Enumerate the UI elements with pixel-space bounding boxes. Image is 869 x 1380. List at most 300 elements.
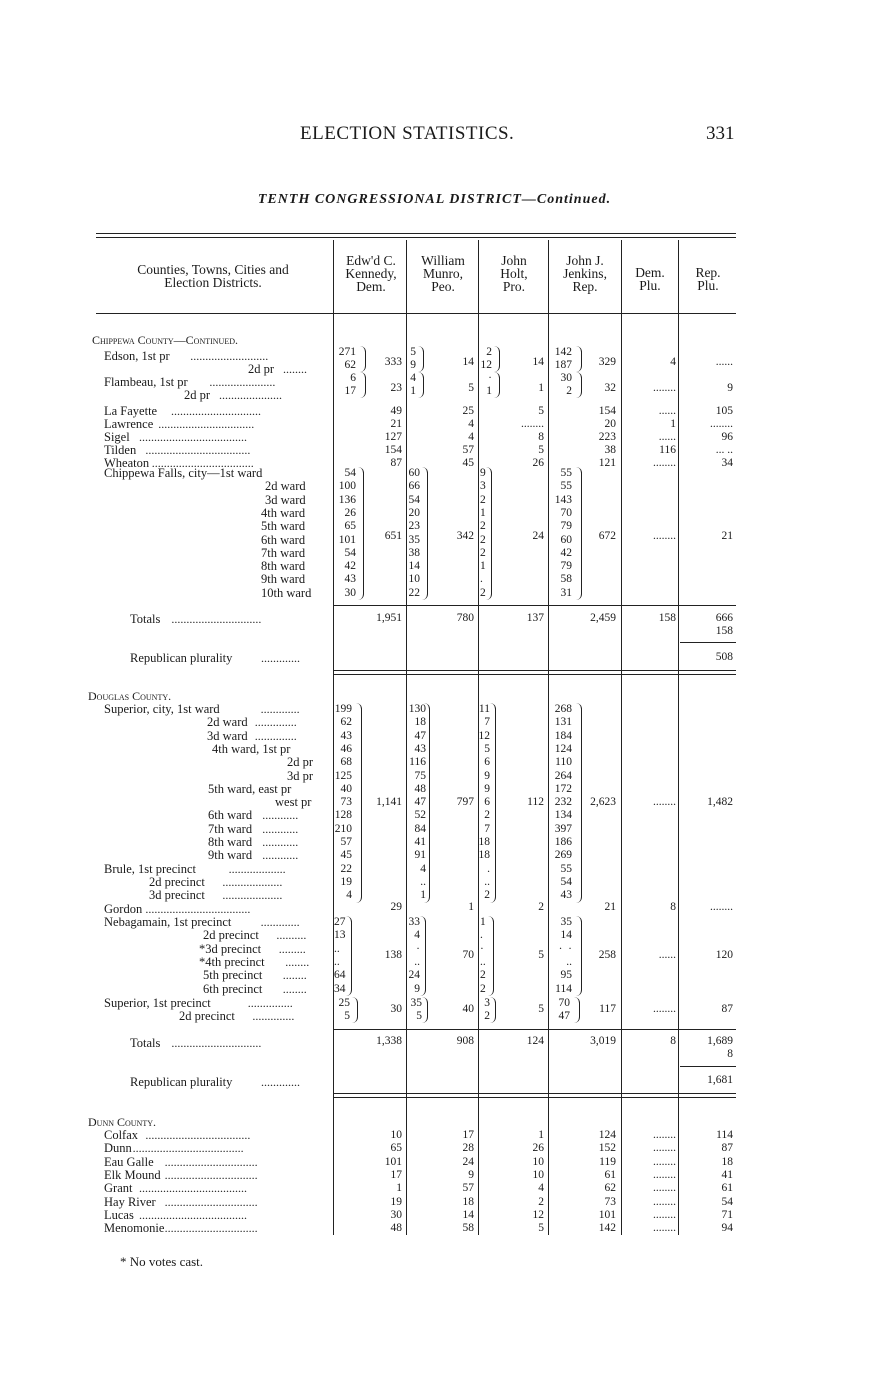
sum-rule <box>333 605 736 606</box>
cell-jenkins: 30 <box>560 372 572 384</box>
cell-jenkins: 269 <box>554 849 572 862</box>
total-kennedy: 17 <box>390 1168 402 1181</box>
total-holt: 8 <box>538 431 544 443</box>
row-label: Eau Galle <box>104 1154 154 1169</box>
dem-plurality: ........ <box>653 1003 676 1015</box>
total-kennedy: 49 <box>390 405 402 417</box>
section-rule <box>333 1097 736 1098</box>
dem-plurality: ........ <box>653 1195 676 1208</box>
total-munro: 70 <box>462 949 474 962</box>
cell-jenkins: 397 <box>554 822 572 835</box>
cell-kennedy: 34 <box>334 982 346 995</box>
cell-kennedy: 65 <box>344 520 356 533</box>
cell-munro: 5 <box>410 346 416 358</box>
rep-plurality: 114 <box>716 1129 733 1141</box>
cell-kennedy: .. <box>334 955 340 968</box>
total-kennedy: 154 <box>384 444 402 456</box>
leader-dots: ............................... <box>164 1221 258 1236</box>
total-holt: 10 <box>532 1168 544 1181</box>
total-holt: 2 <box>538 901 544 913</box>
column-header-c3: Pro. <box>502 279 526 294</box>
cell-holt: 2 <box>484 1010 490 1023</box>
total-kennedy: 1,141 <box>376 796 402 809</box>
row-label: 6th precinct <box>203 981 263 996</box>
cell-jenkins: 172 <box>554 782 572 795</box>
cell-munro: 60 <box>408 467 420 479</box>
dem-plurality: ........ <box>653 382 676 394</box>
row-label: Lucas <box>104 1207 134 1222</box>
total-munro: 17 <box>462 1129 474 1141</box>
cell-munro: · <box>416 942 420 955</box>
total-jenkins: 117 <box>599 1003 616 1015</box>
rep-plurality: 96 <box>721 431 733 443</box>
total-holt: ........ <box>521 418 544 430</box>
cell-munro: 38 <box>408 546 420 559</box>
total-jenkins: 32 <box>604 382 616 394</box>
cell-jenkins: 70 <box>558 997 570 1009</box>
cell-jenkins: 55 <box>560 480 572 493</box>
leader-dots: .................................... <box>139 1207 247 1222</box>
cell-munro: 33 <box>408 916 420 928</box>
cell-munro: .. <box>414 955 420 968</box>
cell-jenkins: 268 <box>554 703 572 715</box>
total-munro: 40 <box>462 1003 474 1015</box>
row-label: Superior, city, 1st ward <box>104 702 220 716</box>
total-munro: 18 <box>462 1195 474 1208</box>
total-munro: 4 <box>468 431 474 443</box>
row-label: 5th precinct <box>203 968 263 983</box>
leader-dots: .................... <box>222 874 283 889</box>
cell-holt: 12 <box>480 359 492 371</box>
rep-plurality: 120 <box>715 949 733 962</box>
cell-kennedy: 57 <box>340 836 352 848</box>
leader-dots: ........ <box>282 981 307 996</box>
row-label: La Fayette <box>104 404 158 418</box>
cell-munro: 4 <box>414 929 420 942</box>
rule-top <box>96 233 736 234</box>
cell-jenkins: 131 <box>554 716 572 729</box>
running-head-title: ELECTION STATISTICS. <box>300 123 515 144</box>
cell-holt: 3 <box>480 480 486 493</box>
total-jenkins: 124 <box>598 1129 616 1141</box>
cell-holt: 2 <box>480 546 486 559</box>
total-jenkins: 20 <box>604 418 616 430</box>
total-holt: 12 <box>532 1208 544 1221</box>
cell-munro: 9 <box>414 982 420 995</box>
leader-dots: .................................... <box>139 1181 247 1196</box>
row-label: 3d pr <box>287 768 314 783</box>
row-label: 9th ward <box>208 848 253 863</box>
cell-holt: 2 <box>480 586 486 599</box>
total-kennedy: 30 <box>390 1003 402 1015</box>
total-munro: 342 <box>456 529 474 542</box>
total-jenkins: 142 <box>598 1222 616 1235</box>
rep-plurality: ... .. <box>715 444 733 456</box>
rep-plurality: 94 <box>721 1222 733 1235</box>
section-rule <box>333 1093 736 1094</box>
leader-dots: .............................. <box>171 404 261 418</box>
cell-kennedy: 64 <box>334 969 346 982</box>
cell-jenkins: 70 <box>560 506 572 519</box>
cell-holt: 18 <box>478 849 490 862</box>
cell-kennedy: 45 <box>340 849 352 862</box>
cell-kennedy: 19 <box>340 875 352 888</box>
totals-label: Totals <box>130 612 161 626</box>
cell-kennedy: 5 <box>344 1010 350 1023</box>
cell-jenkins: 184 <box>554 729 572 742</box>
cell-holt: 5 <box>484 742 490 755</box>
cell-kennedy: 42 <box>344 560 356 573</box>
column-header-c6: Plu. <box>697 278 719 293</box>
cell-jenkins: 79 <box>560 520 572 533</box>
dem-plurality: ........ <box>653 529 676 542</box>
rep-plurality: 87 <box>721 1142 733 1155</box>
cell-holt: 11 <box>478 703 490 715</box>
dem-plurality: 1 <box>670 418 676 430</box>
total-holt: 4 <box>538 1182 544 1195</box>
grand-rep-plurality-sub: 8 <box>727 1048 733 1060</box>
rep-plurality: ........ <box>710 418 733 430</box>
row-label: *4th precinct <box>199 954 265 969</box>
row-label: 9th ward <box>261 572 306 587</box>
cell-jenkins: 14 <box>560 929 572 942</box>
row-label: 2d pr <box>248 362 275 376</box>
county-heading-dunn: Dunn County. <box>88 1115 156 1129</box>
cell-kennedy: 43 <box>344 573 356 586</box>
row-label: 7th ward <box>208 821 253 836</box>
republican-plurality: 508 <box>715 651 733 663</box>
cell-munro: 20 <box>408 506 420 519</box>
rep-plurality: ........ <box>710 901 733 913</box>
leader-dots: ............................... <box>164 1167 258 1182</box>
cell-jenkins: 43 <box>560 889 572 902</box>
row-label: 6th ward <box>208 808 253 823</box>
cell-holt: 2 <box>480 520 486 533</box>
cell-jenkins: 54 <box>560 875 572 888</box>
row-label: Flambeau, 1st pr <box>104 375 188 389</box>
leader-dots: ................................ <box>158 417 255 431</box>
cell-kennedy: .. <box>334 942 340 955</box>
cell-kennedy: 4 <box>346 889 352 902</box>
cell-munro: 23 <box>408 520 420 533</box>
cell-munro: 41 <box>414 836 426 848</box>
cell-jenkins: 31 <box>560 586 572 599</box>
leader-dots: .......................... <box>190 349 269 363</box>
cell-munro: 130 <box>408 703 426 715</box>
row-label: Menomonie <box>104 1221 165 1236</box>
dem-plurality: ........ <box>653 1168 676 1181</box>
total-holt: 5 <box>538 405 544 417</box>
cell-holt: 9 <box>480 467 486 479</box>
row-label: 2d ward <box>265 479 306 494</box>
footnote: * No votes cast. <box>120 1254 204 1269</box>
total-kennedy: 651 <box>384 529 402 542</box>
grand-dem-plurality: 8 <box>670 1035 676 1047</box>
sum-rule <box>333 1029 736 1030</box>
leader-dots: .......... <box>276 928 307 943</box>
total-holt: 10 <box>532 1155 544 1168</box>
column-header-c5: Plu. <box>639 278 661 293</box>
leader-dots: ...................... <box>209 375 276 389</box>
cell-kennedy: 6 <box>350 372 356 384</box>
total-kennedy: 1 <box>396 1182 402 1195</box>
column-header-c3: John <box>501 253 527 268</box>
grand-dem-plurality: 158 <box>658 612 676 624</box>
total-jenkins: 152 <box>598 1142 616 1155</box>
dem-plurality: ........ <box>653 1129 676 1141</box>
total-jenkins: 672 <box>598 529 616 542</box>
row-label: Grant <box>104 1181 133 1196</box>
row-label: Superior, 1st precinct <box>104 996 211 1010</box>
column-header-c3: Holt, <box>500 266 528 281</box>
leader-dots: ............................... <box>164 1154 258 1169</box>
rep-plurality: 41 <box>721 1168 733 1181</box>
row-label: 2d precinct <box>149 874 205 889</box>
cell-munro: 43 <box>414 742 426 755</box>
total-holt: 5 <box>538 444 544 456</box>
column-header-c2: Peo. <box>431 279 455 294</box>
cell-munro: .. <box>420 875 426 888</box>
rep-plurality: ...... <box>715 356 733 368</box>
column-header-c4: John J. <box>566 253 604 268</box>
cell-jenkins: 35 <box>560 916 572 928</box>
row-label: 3d ward <box>207 728 248 743</box>
sum-rule <box>680 642 736 643</box>
cell-jenkins: 186 <box>554 836 572 848</box>
column-header-c1: Edw'd C. <box>346 253 396 268</box>
cell-jenkins: .. <box>566 955 572 968</box>
grand-total-kennedy: 1,338 <box>376 1035 402 1047</box>
row-label: Colfax <box>104 1128 139 1142</box>
cell-holt: 2 <box>480 533 486 546</box>
county-heading-douglas: Douglas County. <box>88 689 172 703</box>
total-munro: 14 <box>462 356 474 368</box>
dem-plurality: ...... <box>658 405 676 417</box>
cell-holt: · <box>488 372 492 384</box>
cell-munro: 14 <box>408 560 420 573</box>
cell-jenkins: 42 <box>560 546 572 559</box>
rep-plurality: 1,482 <box>707 796 733 809</box>
row-label: 2d pr <box>184 388 211 402</box>
leader-dots: ................................... <box>145 443 251 457</box>
column-header-c2: William <box>421 253 465 268</box>
cell-munro: 35 <box>410 997 422 1009</box>
cell-munro: 22 <box>408 586 420 599</box>
row-label: Nebagamain, 1st precinct <box>104 915 232 929</box>
total-holt: 26 <box>532 1142 544 1155</box>
cell-kennedy: 54 <box>344 467 356 479</box>
leader-dots: .............................. <box>171 612 262 626</box>
sum-rule <box>680 1066 736 1067</box>
column-header-place: Election Districts. <box>164 275 262 290</box>
cell-holt: 6 <box>484 796 490 809</box>
total-kennedy: 101 <box>384 1155 402 1168</box>
cell-holt: 2 <box>486 346 492 358</box>
total-jenkins: 258 <box>598 949 616 962</box>
grand-total-jenkins: 2,459 <box>590 612 616 624</box>
dem-plurality: ........ <box>653 1208 676 1221</box>
rep-plurality: 87 <box>721 1003 733 1015</box>
cell-munro: 75 <box>414 769 426 782</box>
row-label: 4th ward, 1st pr <box>212 741 291 756</box>
cell-jenkins: · · <box>558 942 572 955</box>
cell-holt: 7 <box>484 822 490 835</box>
cell-jenkins: 114 <box>555 982 572 995</box>
total-jenkins: 329 <box>598 356 616 368</box>
total-holt: 5 <box>538 1222 544 1235</box>
leader-dots: .............. <box>254 728 297 743</box>
row-label: Wheaton <box>104 456 150 470</box>
rep-plurality: 61 <box>721 1182 733 1195</box>
rep-plurality: 54 <box>721 1195 733 1208</box>
cell-munro: 91 <box>414 849 426 862</box>
grand-total-munro: 780 <box>456 612 474 624</box>
total-holt: 26 <box>532 457 544 469</box>
leader-dots: ............. <box>261 651 300 665</box>
leader-dots: ........ <box>285 954 310 969</box>
total-munro: 58 <box>462 1222 474 1235</box>
cell-holt: 3 <box>484 997 490 1009</box>
total-kennedy: 10 <box>390 1129 402 1141</box>
cell-holt: 6 <box>484 756 490 769</box>
leader-dots: .................................... <box>139 430 247 444</box>
row-label: 2d precinct <box>179 1009 235 1024</box>
table-subtitle: TENTH CONGRESSIONAL DISTRICT—Continued. <box>257 192 612 207</box>
plurality-label: Republican plurality <box>130 1075 233 1089</box>
total-holt: 112 <box>527 796 544 809</box>
row-label: Brule, 1st precinct <box>104 861 196 876</box>
leader-dots: ........ <box>283 362 307 376</box>
cell-holt: .. <box>480 955 486 968</box>
leader-dots: ............ <box>262 835 299 849</box>
cell-jenkins: 232 <box>554 796 572 809</box>
total-jenkins: 21 <box>604 901 616 913</box>
cell-kennedy: 199 <box>334 703 352 715</box>
grand-rep-plurality: 666 <box>715 612 733 624</box>
cell-holt: 1 <box>486 385 492 397</box>
total-munro: 25 <box>462 405 474 417</box>
cell-holt: 9 <box>484 769 490 782</box>
cell-munro: 4 <box>410 372 416 384</box>
total-holt: 24 <box>532 529 544 542</box>
cell-holt: 7 <box>484 716 490 729</box>
leader-dots: ..................... <box>219 388 282 402</box>
cell-kennedy: 73 <box>340 796 352 809</box>
cell-munro: 35 <box>408 533 420 546</box>
cell-jenkins: 79 <box>560 560 572 573</box>
total-jenkins: 154 <box>598 405 616 417</box>
total-holt: 5 <box>538 949 544 962</box>
cell-jenkins: 110 <box>555 756 572 769</box>
cell-munro: 10 <box>408 573 420 586</box>
row-label: 7th ward <box>261 545 306 560</box>
total-jenkins: 119 <box>599 1155 616 1168</box>
cell-jenkins: 47 <box>558 1010 570 1023</box>
county-heading-chippewa: Chippewa County—Continued. <box>92 333 238 347</box>
cell-munro: 47 <box>414 729 426 742</box>
total-kennedy: 65 <box>390 1142 402 1155</box>
leader-dots: .............................. <box>171 1036 262 1050</box>
row-label: 8th ward <box>261 559 306 574</box>
total-kennedy: 30 <box>390 1208 402 1221</box>
row-label: 2d ward <box>207 715 248 730</box>
total-jenkins: 38 <box>604 444 616 456</box>
total-kennedy: 87 <box>390 457 402 469</box>
rep-plurality: 71 <box>721 1208 733 1221</box>
cell-kennedy: 136 <box>338 493 356 506</box>
cell-holt: 1 <box>480 916 486 928</box>
cell-kennedy: 13 <box>334 929 346 942</box>
cell-munro: 52 <box>414 809 426 822</box>
total-munro: 1 <box>468 901 474 913</box>
total-kennedy: 48 <box>390 1222 402 1235</box>
rule-top-2 <box>96 237 736 238</box>
cell-munro: 47 <box>414 796 426 809</box>
leader-dots: ................................... <box>145 902 251 916</box>
leader-dots: ......... <box>278 941 306 956</box>
cell-holt: 12 <box>478 729 490 742</box>
total-holt: 1 <box>538 1129 544 1141</box>
column-header-c4: Jenkins, <box>563 266 607 281</box>
leader-dots: ............ <box>262 848 299 863</box>
total-munro: 797 <box>456 796 474 809</box>
cell-kennedy: 100 <box>338 480 356 493</box>
grand-total-holt: 124 <box>526 1035 544 1047</box>
total-holt: 14 <box>532 356 544 368</box>
total-munro: 14 <box>462 1208 474 1221</box>
row-label: *3d precinct <box>199 941 262 956</box>
total-jenkins: 73 <box>604 1195 616 1208</box>
leader-dots: ............................... <box>164 1194 258 1209</box>
grand-rep-plurality-sub: 158 <box>715 625 733 637</box>
row-label: Gordon <box>104 902 143 916</box>
row-label: 3d precinct <box>149 888 205 903</box>
column-header-c4: Rep. <box>572 279 598 294</box>
leader-dots: .................... <box>222 888 283 903</box>
leader-dots: ..................................... <box>132 1141 244 1156</box>
grand-total-jenkins: 3,019 <box>590 1035 616 1047</box>
dem-plurality: ........ <box>653 796 676 809</box>
total-holt: 2 <box>538 1195 544 1208</box>
cell-holt: 18 <box>478 836 490 848</box>
section-rule <box>333 670 736 671</box>
cell-munro: 1 <box>410 385 416 397</box>
cell-kennedy: 30 <box>344 586 356 599</box>
cell-jenkins: 187 <box>554 359 572 371</box>
cell-munro: 66 <box>408 480 420 493</box>
row-label: 10th ward <box>261 585 312 600</box>
rep-plurality: 9 <box>727 382 733 394</box>
dem-plurality: ...... <box>658 949 676 962</box>
dem-plurality: ...... <box>658 431 676 443</box>
cell-kennedy: 62 <box>340 716 352 729</box>
cell-munro: 84 <box>414 822 426 835</box>
row-label: 6th ward <box>261 532 306 547</box>
total-holt: 5 <box>538 1003 544 1015</box>
row-label: Sigel <box>104 430 130 444</box>
rep-plurality: 105 <box>715 405 733 417</box>
leader-dots: ............... <box>247 996 293 1010</box>
leader-dots: ........ <box>282 968 307 983</box>
rep-plurality: 21 <box>721 529 733 542</box>
total-munro: 28 <box>462 1142 474 1155</box>
total-munro: 45 <box>462 457 474 469</box>
total-jenkins: 121 <box>598 457 616 469</box>
cell-holt: . <box>480 573 483 586</box>
totals-label: Totals <box>130 1036 161 1050</box>
leader-dots: ............. <box>261 1075 300 1089</box>
total-kennedy: 21 <box>390 418 402 430</box>
